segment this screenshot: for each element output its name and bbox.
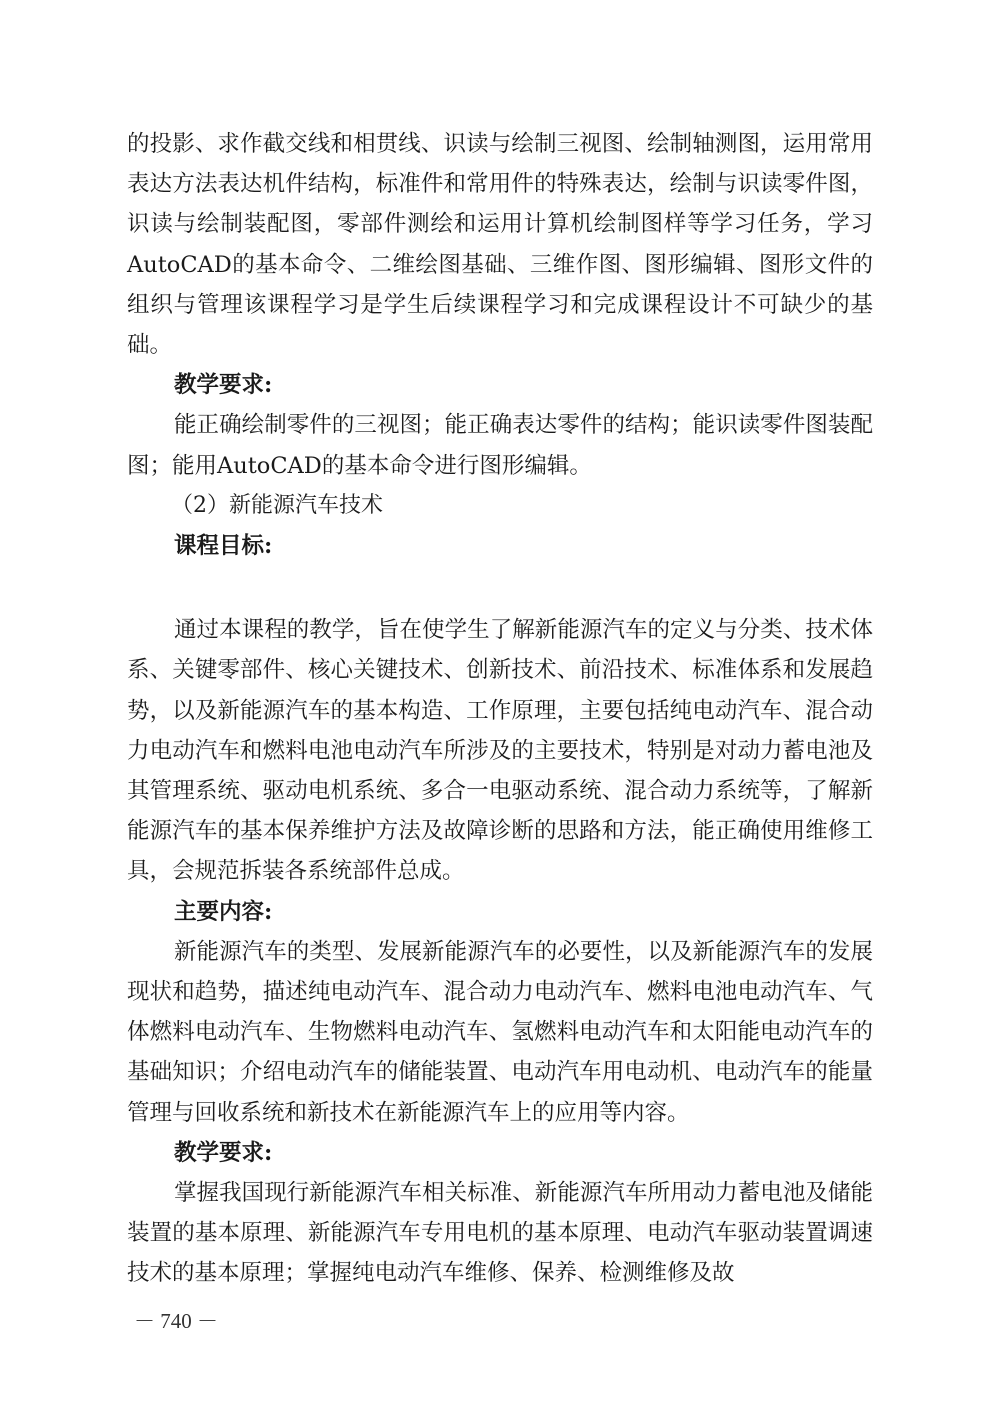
heading-course-objectives: 课程目标:: [174, 533, 273, 560]
page-number: － 740 －: [134, 1309, 218, 1333]
heading-main-content: 主要内容:: [174, 898, 273, 925]
paragraph-course-content-continued: 的投影、求作截交线和相贯线、识读与绘制三视图、绘制轴测图，运用常用表达方法表达机件结构，标准件和常用件的特殊表达，绘制与识读零件图，识读与绘制装配图，零部件测绘和运用计算机绘制图样等学习任务，学习AutoCAD的基本命令、二维绘图基础、三维作图、图形编辑、图形文件的组织与管理该课程学习是学生后续课程学习和完成课程设计不可缺少的基础。: [127, 131, 873, 359]
paragraph-course-objectives: 通过本课程的教学，旨在使学生了解新能源汽车的定义与分类、技术体系、关键零部件、核心关键技术、创新技术、前沿技术、标准体系和发展趋势，以及新能源汽车的基本构造、工作原理，主要包括纯电动汽车、混合动力电动汽车和燃料电池电动汽车所涉及的主要技术，特别是对动力蓄电池及其管理系统、驱动电机系统、多合一电驱动系统、混合动力系统等，了解新能源汽车的基本保养维护方法及故障诊断的思路和方法，能正确使用维修工具，会规范拆装各系统部件总成。: [127, 617, 873, 885]
document-body: [127, 124, 873, 1294]
paragraph-teaching-requirements-1: 能正确绘制零件的三视图；能正确表达零件的结构；能识读零件图装配图；能用AutoCAD的基本命令进行图形编辑。: [127, 412, 873, 479]
heading-teaching-requirements-2: 教学要求:: [174, 1139, 273, 1166]
blank-gap: [127, 566, 873, 610]
subheading-new-energy-vehicle-tech: （2）新能源汽车技术: [171, 492, 383, 518]
heading-teaching-requirements-1: 教学要求:: [174, 372, 273, 399]
paragraph-main-content: 新能源汽车的类型、发展新能源汽车的必要性，以及新能源汽车的发展现状和趋势，描述纯电动汽车、混合动力电动汽车、燃料电池电动汽车、气体燃料电动汽车、生物燃料电动汽车、氢燃料电动汽车和太阳能电动汽车的基础知识；介绍电动汽车的储能装置、电动汽车用电动机、电动汽车的能量管理与回收系统和新技术在新能源汽车上的应用等内容。: [127, 938, 873, 1126]
paragraph-teaching-requirements-2: 掌握我国现行新能源汽车相关标准、新能源汽车所用动力蓄电池及储能装置的基本原理、新能源汽车专用电机的基本原理、电动汽车驱动装置调速技术的基本原理；掌握纯电动汽车维修、保养、检测维修及故: [127, 1180, 873, 1287]
